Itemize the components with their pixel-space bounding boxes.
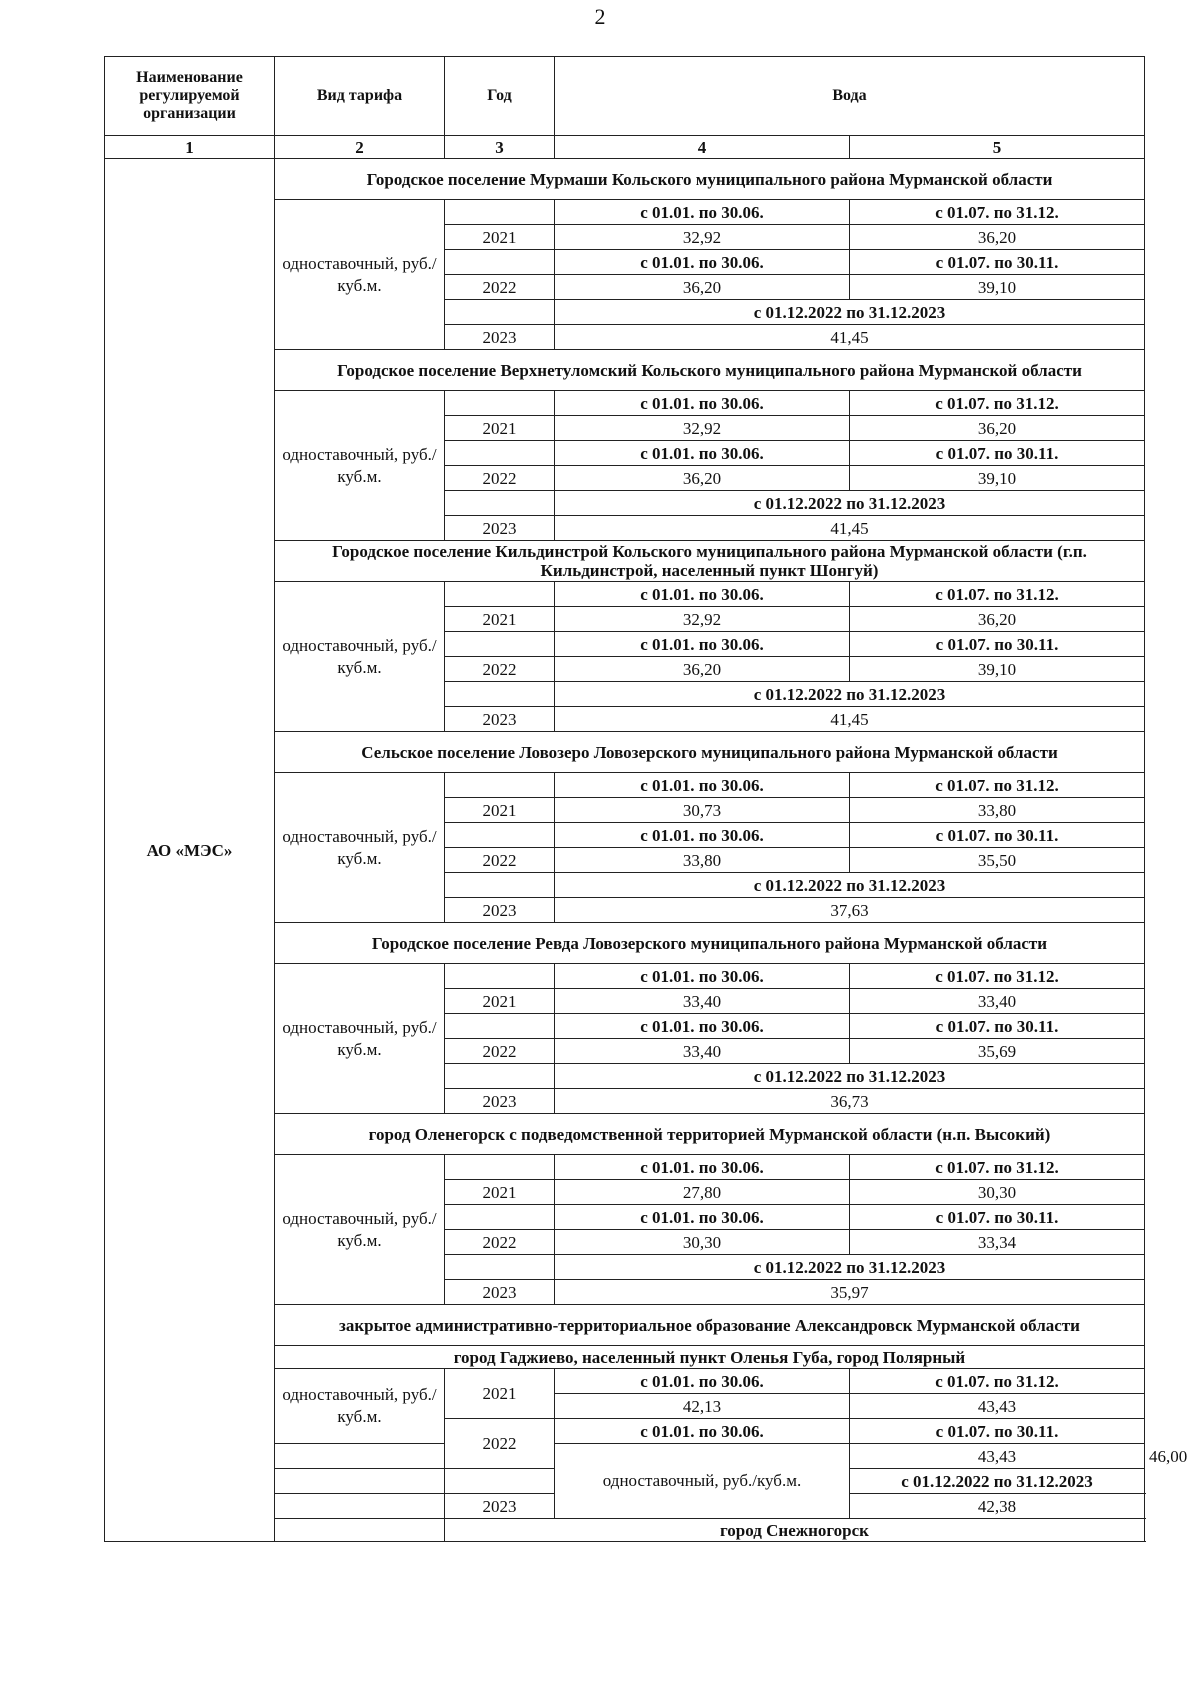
period-label: с 01.01. по 30.06. — [555, 200, 850, 225]
year-cell: 2022 — [445, 657, 555, 682]
tariff-type: одноставочный, руб./куб.м. — [275, 391, 445, 541]
period-label: с 01.01. по 30.06. — [555, 964, 850, 989]
period-label: с 01.07. по 30.11. — [850, 823, 1145, 848]
period-label: с 01.12.2022 по 31.12.2023 — [555, 682, 1145, 707]
org-empty-cell — [275, 1444, 445, 1469]
period-label: с 01.07. по 31.12. — [850, 582, 1145, 607]
period-label: с 01.01. по 30.06. — [555, 632, 850, 657]
period-label: с 01.01. по 30.06. — [555, 773, 850, 798]
period-label: с 01.07. по 30.11. — [850, 250, 1145, 275]
period-label: с 01.01. по 30.06. — [555, 391, 850, 416]
value-cell: 36,20 — [555, 466, 850, 491]
year-empty — [445, 582, 555, 607]
period-label: с 01.01. по 30.06. — [555, 250, 850, 275]
period-label: с 01.07. по 31.12. — [850, 200, 1145, 225]
year-cell: 2023 — [445, 1280, 555, 1305]
year-cell: 2022 — [445, 1039, 555, 1064]
value-cell: 42,38 — [850, 1494, 1145, 1519]
header-org: Наименование регулируемой организации — [105, 57, 275, 136]
period-label: с 01.01. по 30.06. — [555, 1419, 850, 1444]
header-year: Год — [445, 57, 555, 136]
value-cell: 27,80 — [555, 1180, 850, 1205]
year-empty — [445, 682, 555, 707]
value-cell: 43,43 — [850, 1444, 1145, 1469]
period-label: с 01.12.2022 по 31.12.2023 — [555, 491, 1145, 516]
value-cell: 35,50 — [850, 848, 1145, 873]
value-cell: 36,20 — [555, 275, 850, 300]
year-cell: 2021 — [445, 989, 555, 1014]
year-empty — [445, 1014, 555, 1039]
period-label: с 01.07. по 30.11. — [850, 1205, 1145, 1230]
value-cell: 36,73 — [555, 1089, 1145, 1114]
year-cell: 2021 — [445, 1180, 555, 1205]
tariff-type: одноставочный, руб./куб.м. — [275, 773, 445, 923]
year-cell: 2021 — [445, 607, 555, 632]
org-empty-cell — [275, 1494, 445, 1519]
value-cell: 33,80 — [555, 848, 850, 873]
year-empty — [445, 1155, 555, 1180]
tariff-type: одноставочный, руб./куб.м. — [275, 582, 445, 732]
year-empty — [445, 823, 555, 848]
year-empty — [445, 491, 555, 516]
org-empty-cell — [275, 1469, 445, 1494]
col-num-1: 1 — [105, 136, 275, 159]
period-label: с 01.07. по 31.12. — [850, 1155, 1145, 1180]
year-cell: 2021 — [445, 798, 555, 823]
value-cell: 37,63 — [555, 898, 1145, 923]
subregion-title: город Гаджиево, населенный пункт Оленья Губа, город Полярный — [275, 1346, 1145, 1369]
year-empty — [445, 964, 555, 989]
year-empty — [445, 1064, 555, 1089]
value-cell: 43,43 — [850, 1394, 1145, 1419]
region-title: Городское поселение Мурмаши Кольского муниципального района Мурманской области — [275, 159, 1145, 200]
tariff-table-container — [104, 56, 1188, 1542]
col-num-5: 5 — [850, 136, 1145, 159]
value-cell: 36,20 — [850, 225, 1145, 250]
value-cell: 36,20 — [555, 657, 850, 682]
period-label: с 01.07. по 31.12. — [850, 773, 1145, 798]
year-cell: 2021 — [445, 416, 555, 441]
year-cell: 2023 — [445, 707, 555, 732]
period-label: с 01.07. по 31.12. — [850, 964, 1145, 989]
period-label: с 01.12.2022 по 31.12.2023 — [850, 1469, 1145, 1494]
year-empty — [445, 200, 555, 225]
tariff-type: одноставочный, руб./куб.м. — [275, 1369, 445, 1444]
region-row — [105, 159, 1145, 200]
tariff-type: одноставочный, руб./куб.м. — [275, 964, 445, 1114]
year-empty — [445, 1255, 555, 1280]
header-water: Вода — [555, 57, 1145, 136]
value-cell: 30,30 — [555, 1230, 850, 1255]
value-cell: 33,40 — [555, 989, 850, 1014]
header-row — [105, 57, 1145, 136]
year-cell: 2021 — [445, 1369, 555, 1419]
period-label: с 01.01. по 30.06. — [555, 1014, 850, 1039]
period-label: с 01.12.2022 по 31.12.2023 — [555, 300, 1145, 325]
value-cell: 36,20 — [850, 416, 1145, 441]
period-label: с 01.12.2022 по 31.12.2023 — [555, 1064, 1145, 1089]
col-num-4: 4 — [555, 136, 850, 159]
year-cell: 2023 — [445, 1494, 555, 1519]
period-label: с 01.07. по 31.12. — [850, 391, 1145, 416]
year-empty — [445, 773, 555, 798]
year-empty — [445, 1469, 555, 1494]
value-cell: 32,92 — [555, 225, 850, 250]
value-cell: 41,45 — [555, 707, 1145, 732]
year-empty — [445, 632, 555, 657]
value-cell: 33,34 — [850, 1230, 1145, 1255]
value-cell: 42,13 — [555, 1394, 850, 1419]
period-label: с 01.01. по 30.06. — [555, 582, 850, 607]
period-label: с 01.07. по 30.11. — [850, 1419, 1145, 1444]
period-label: с 01.01. по 30.06. — [555, 1369, 850, 1394]
year-empty — [445, 441, 555, 466]
year-cell: 2022 — [445, 1230, 555, 1255]
subregion-title: город Снежногорск — [445, 1519, 1145, 1542]
value-cell: 39,10 — [850, 466, 1145, 491]
year-cell: 2022 — [445, 1419, 555, 1469]
period-label: с 01.12.2022 по 31.12.2023 — [555, 1255, 1145, 1280]
organization-name: АО «МЭС» — [105, 159, 275, 1542]
col-num-2: 2 — [275, 136, 445, 159]
value-cell: 35,69 — [850, 1039, 1145, 1064]
tariff-type: одноставочный, руб./куб.м. — [275, 200, 445, 350]
period-label: с 01.07. по 31.12. — [850, 1369, 1145, 1394]
column-number-row — [105, 136, 1145, 159]
value-row: одноставочный, руб./куб.м. 43,43 46,00 — [105, 1444, 1145, 1469]
page-number: 2 — [594, 4, 606, 29]
value-cell: 41,45 — [555, 325, 1145, 350]
value-cell: 33,40 — [555, 1039, 850, 1064]
value-cell: 30,30 — [850, 1180, 1145, 1205]
region-title: закрытое административно-территориальное образование Александровск Мурманской области — [275, 1305, 1145, 1346]
year-cell: 2023 — [445, 325, 555, 350]
org-empty-cell — [275, 1519, 445, 1542]
value-cell: 33,40 — [850, 989, 1145, 1014]
year-cell: 2022 — [445, 848, 555, 873]
value-cell: 32,92 — [555, 416, 850, 441]
period-label: с 01.12.2022 по 31.12.2023 — [555, 873, 1145, 898]
year-empty — [445, 300, 555, 325]
year-cell: 2023 — [445, 898, 555, 923]
year-empty — [445, 250, 555, 275]
period-label: с 01.01. по 30.06. — [555, 1205, 850, 1230]
value-cell: 39,10 — [850, 657, 1145, 682]
year-cell: 2022 — [445, 275, 555, 300]
year-cell: 2022 — [445, 466, 555, 491]
period-label: с 01.01. по 30.06. — [555, 823, 850, 848]
year-empty — [445, 873, 555, 898]
tariff-type: одноставочный, руб./куб.м. — [555, 1444, 850, 1519]
year-cell: 2023 — [445, 1089, 555, 1114]
value-cell: 30,73 — [555, 798, 850, 823]
period-label: с 01.07. по 30.11. — [850, 1014, 1145, 1039]
region-title: Городское поселение Ревда Ловозерского муниципального района Мурманской области — [275, 923, 1145, 964]
value-cell: 41,45 — [555, 516, 1145, 541]
period-label: с 01.01. по 30.06. — [555, 441, 850, 466]
region-title: Городское поселение Верхнетуломский Кольского муниципального района Мурманской области — [275, 350, 1145, 391]
value-cell: 39,10 — [850, 275, 1145, 300]
value-cell: 32,92 — [555, 607, 850, 632]
period-label: с 01.01. по 30.06. — [555, 1155, 850, 1180]
value-cell: 36,20 — [850, 607, 1145, 632]
period-label: с 01.07. по 30.11. — [850, 441, 1145, 466]
year-empty — [445, 391, 555, 416]
value-cell: 35,97 — [555, 1280, 1145, 1305]
tariff-type: одноставочный, руб./куб.м. — [275, 1155, 445, 1305]
value-cell: 33,80 — [850, 798, 1145, 823]
year-cell: 2021 — [445, 225, 555, 250]
col-num-3: 3 — [445, 136, 555, 159]
tariff-table — [104, 56, 1188, 1542]
region-title: город Оленегорск с подведомственной территорией Мурманской области (н.п. Высокий) — [275, 1114, 1145, 1155]
period-label: с 01.07. по 30.11. — [850, 632, 1145, 657]
year-empty — [445, 1205, 555, 1230]
header-tariff: Вид тарифа — [275, 57, 445, 136]
region-title: Сельское поселение Ловозеро Ловозерского муниципального района Мурманской области — [275, 732, 1145, 773]
region-title: Городское поселение Кильдинстрой Кольского муниципального района Мурманской области (г.п. Кильдинстрой, населенный пункт Шонгуй) — [275, 541, 1145, 582]
year-cell: 2023 — [445, 516, 555, 541]
